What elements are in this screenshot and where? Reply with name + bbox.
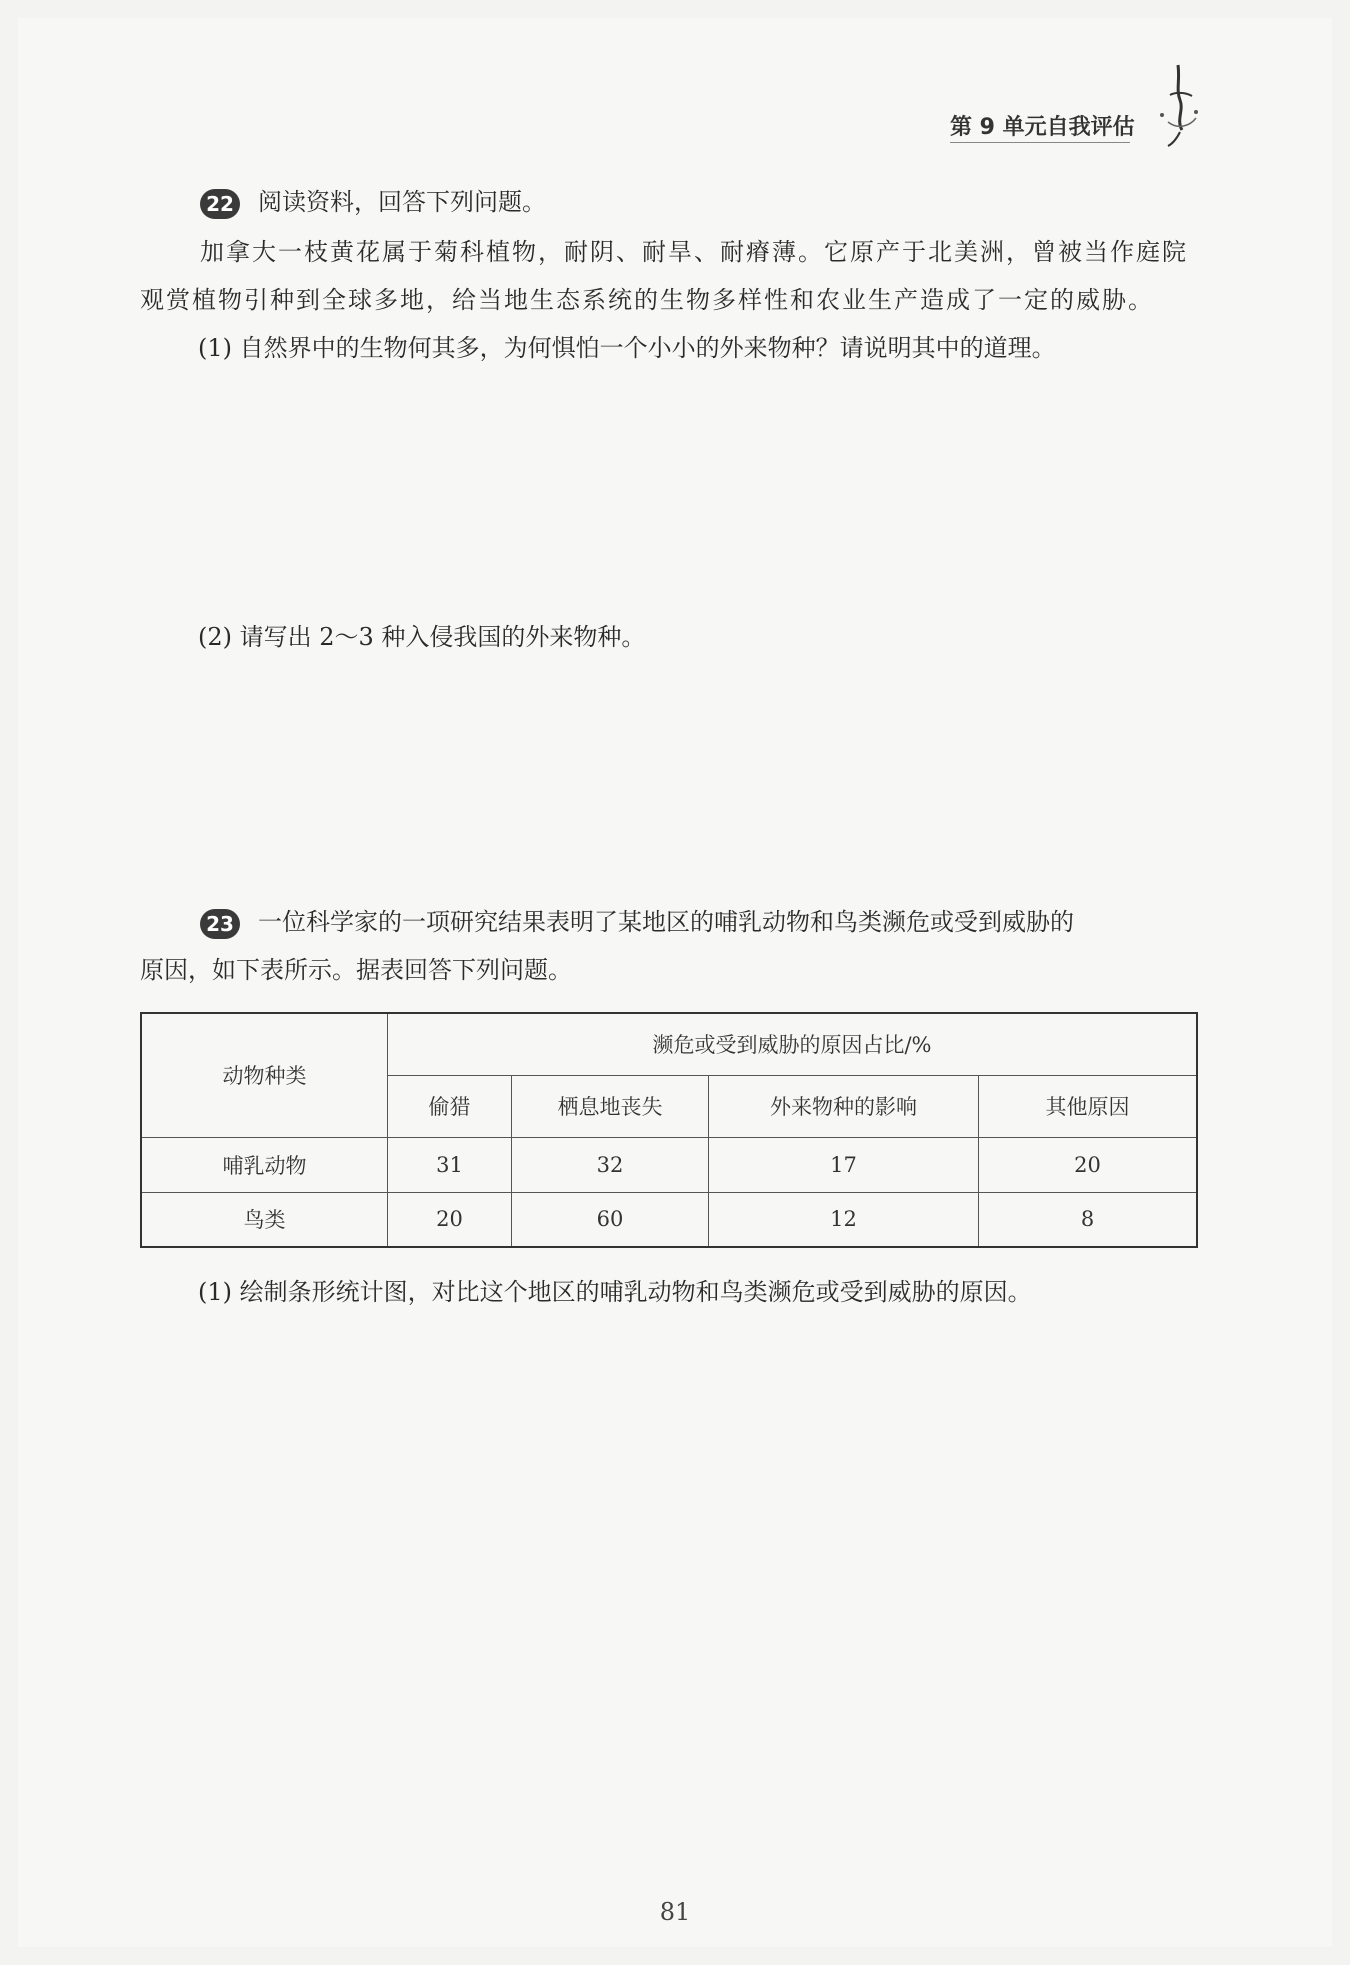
table-row-header: 动物种类 [141, 1013, 388, 1137]
threat-causes-table [140, 1012, 1198, 1248]
column-header-invasive-species: 外来物种的影响 [709, 1075, 979, 1137]
q23-heading [200, 902, 1074, 939]
table-cell: 20 [388, 1192, 512, 1247]
column-header-habitat-loss: 栖息地丧失 [512, 1075, 709, 1137]
table-cell: 12 [709, 1192, 979, 1247]
q23-line-1: 一位科学家的一项研究结果表明了某地区的哺乳动物和鸟类濒危或受到威胁的 [258, 908, 1074, 936]
header-title: 第 9 单元自我评估 [950, 115, 1135, 140]
q22-sub-question-1: (1) 自然界中的生物何其多，为何惧怕一个小小的外来物种？请说明其中的道理。 [198, 334, 1056, 362]
table-cell: 17 [709, 1137, 979, 1192]
q22-heading [200, 182, 546, 219]
table-row [141, 1192, 1197, 1247]
table-cell: 8 [979, 1192, 1198, 1247]
q22-passage-line-1: 加拿大一枝黄花属于菊科植物，耐阴、耐旱、耐瘠薄。它原产于北美洲，曾被当作庭院 [200, 238, 1188, 266]
table-group-header: 濒危或受到威胁的原因占比/% [388, 1013, 1198, 1075]
brush-ornament-icon [1150, 60, 1210, 150]
q23-number-badge: 23 [200, 909, 240, 939]
q22-sub-question-2: (2) 请写出 2～3 种入侵我国的外来物种。 [198, 623, 646, 651]
q23-sub-question-1: (1) 绘制条形统计图，对比这个地区的哺乳动物和鸟类濒危或受到威胁的原因。 [198, 1278, 1032, 1306]
q22-intro: 阅读资料，回答下列问题。 [258, 188, 546, 216]
table-cell: 32 [512, 1137, 709, 1192]
table-cell: 60 [512, 1192, 709, 1247]
row-label-birds: 鸟类 [141, 1192, 388, 1247]
table-cell: 20 [979, 1137, 1198, 1192]
row-label-mammals: 哺乳动物 [141, 1137, 388, 1192]
q22-passage-line-2: 观赏植物引种到全球多地，给当地生态系统的生物多样性和农业生产造成了一定的威胁。 [140, 286, 1154, 314]
table-row [141, 1137, 1197, 1192]
column-header-other: 其他原因 [979, 1075, 1198, 1137]
q23-line-2: 原因，如下表所示。据表回答下列问题。 [140, 956, 572, 984]
table-cell: 31 [388, 1137, 512, 1192]
header-rule [950, 142, 1130, 143]
q22-number-badge: 22 [200, 189, 240, 219]
page-number: 81 [659, 1898, 691, 1926]
column-header-poaching: 偷猎 [388, 1075, 512, 1137]
